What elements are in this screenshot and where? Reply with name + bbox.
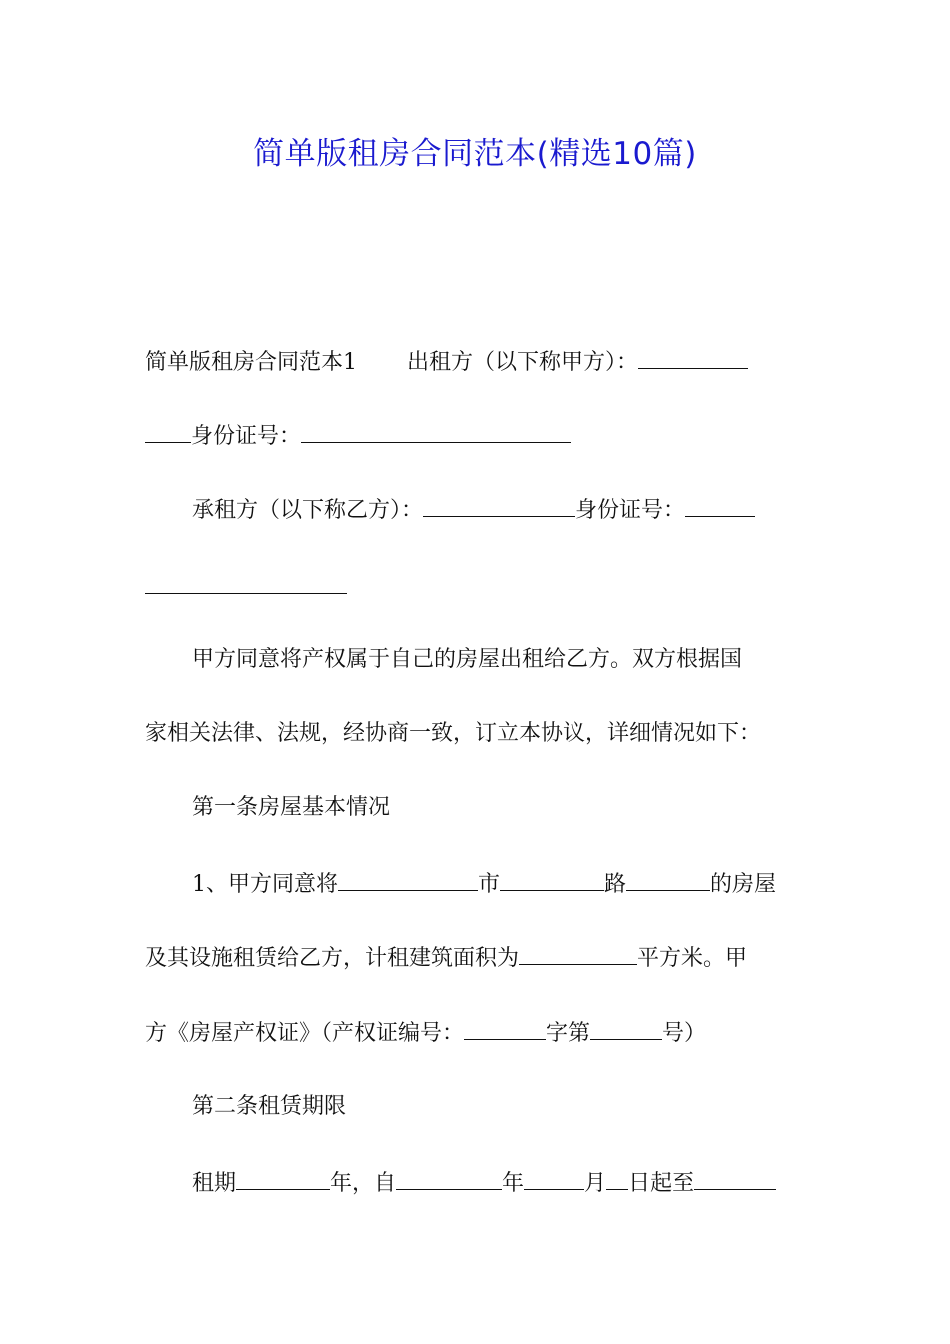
lessor-name-blank <box>638 340 748 369</box>
item1-line3-c: 号） <box>662 1021 707 1046</box>
item1-house: 的房屋 <box>710 872 777 897</box>
term-prefix: 租期 <box>192 1171 237 1196</box>
lessor-id-blank <box>301 414 571 443</box>
cert-blank-1 <box>464 1011 546 1040</box>
item1-city-blank <box>338 862 478 891</box>
lessee-id-blank-cont <box>145 565 347 594</box>
item1-house-blank <box>626 862 710 891</box>
article1-heading: 第一条房屋基本情况 <box>192 795 391 820</box>
article2-heading: 第二条租赁期限 <box>192 1094 347 1119</box>
start-day-blank <box>606 1161 628 1190</box>
item1-line3-a: 方《房屋产权证》（产权证编号： <box>145 1021 465 1046</box>
lessor-label: 出租方（以下称甲方）： <box>407 350 639 375</box>
start-year-blank <box>396 1161 502 1190</box>
item1-line2-b: 平方米。甲 <box>637 946 748 971</box>
lessee-id-blank <box>685 488 755 517</box>
cert-blank-2 <box>590 1011 662 1040</box>
term-line <box>192 1161 815 1201</box>
document-title: 简单版租房合同范本(精选10篇) <box>253 136 697 172</box>
intro-label: 简单版租房合同范本1 <box>145 350 357 375</box>
lessor-id-line <box>145 414 815 454</box>
lessee-line <box>192 488 815 528</box>
lessee-id-label: 身份证号： <box>575 498 686 523</box>
intro-line <box>145 340 815 380</box>
term-year: 年，自 <box>330 1171 397 1196</box>
end-date-blank <box>694 1161 776 1190</box>
lessee-name-blank <box>423 488 575 517</box>
term-month: 月 <box>584 1171 607 1196</box>
lessor-name-blank-cont <box>145 414 191 443</box>
item1-prefix: 1、甲方同意将 <box>192 872 338 897</box>
para1-line1: 甲方同意将产权属于自己的房屋出租给乙方。双方根据国 <box>192 647 743 672</box>
item1-line1 <box>192 862 815 902</box>
item1-line3-b: 字第 <box>546 1021 591 1046</box>
lessee-label: 承租方（以下称乙方）： <box>192 498 424 523</box>
item1-line2 <box>145 936 815 976</box>
lessor-id-label: 身份证号： <box>191 424 302 449</box>
item1-road-blank <box>500 862 604 891</box>
item1-line3 <box>145 1011 815 1051</box>
para1-line2: 家相关法律、法规，经协商一致，订立本协议，详细情况如下： <box>145 721 762 746</box>
area-blank <box>519 936 637 965</box>
term-year2: 年 <box>502 1171 525 1196</box>
item1-road: 路 <box>604 872 627 897</box>
item1-line2-a: 及其设施租赁给乙方，计租建筑面积为 <box>145 946 520 971</box>
term-day-to: 日起至 <box>628 1171 695 1196</box>
lessee-id-cont-line <box>145 565 815 605</box>
item1-city: 市 <box>478 872 501 897</box>
term-years-blank <box>236 1161 330 1190</box>
start-month-blank <box>524 1161 584 1190</box>
